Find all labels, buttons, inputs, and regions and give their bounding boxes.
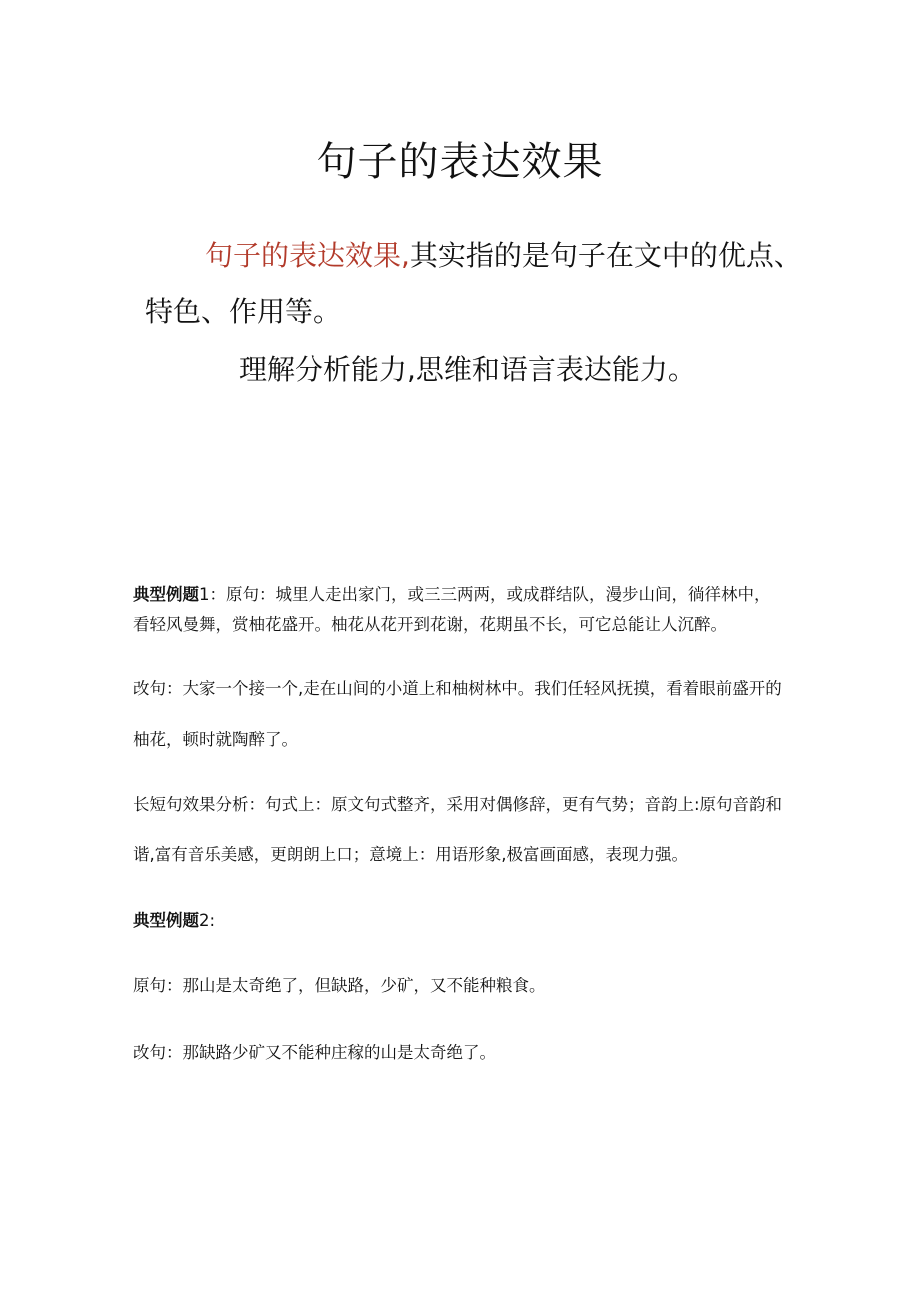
example1-revised-line-1: 改句：大家一个接一个,走在山间的小道上和柚树林中。我们任轻风抚摸，看着眼前盛开的 xyxy=(133,679,782,698)
intro-line-1-text: 其实指的是句子在文中的优点、 xyxy=(409,239,802,272)
example2-number: 2 xyxy=(199,911,210,930)
example1-original-text: ：原句：城里人走出家门，或三三两两，或成群结队，漫步山间，徜徉林中， xyxy=(209,585,771,604)
example1-number: 1 xyxy=(199,585,210,604)
intro-highlight: 句子的表达效果, xyxy=(205,239,410,272)
example1-line-1 xyxy=(133,583,771,607)
example2-colon: : xyxy=(209,911,216,930)
example2-revised: 改句：那缺路少矿又不能种庄稼的山是太奇绝了。 xyxy=(133,1043,496,1062)
example1-line-2: 看轻风曼舞，赏柚花盛开。柚花从花开到花谢，花期虽不长，可它总能让人沉醉。 xyxy=(133,615,727,634)
intro-line-3: 理解分析能力,思维和语言表达能力。 xyxy=(239,353,696,386)
example2-original: 原句：那山是太奇绝了，但缺路，少矿，又不能种粮食。 xyxy=(133,976,546,995)
intro-line-2: 特色、作用等。 xyxy=(145,295,342,328)
page-title: 句子的表达效果 xyxy=(316,139,604,185)
example2-label: 典型例题 xyxy=(133,911,199,930)
example1-analysis-line-2: 谐,富有音乐美感，更朗朗上口；意境上：用语形象,极富画面感，表现力强。 xyxy=(133,845,688,864)
example1-analysis-line-1: 长短句效果分析：句式上：原文句式整齐，采用对偶修辞，更有气势；音韵上:原句音韵和 xyxy=(133,795,783,814)
intro-line-1 xyxy=(205,236,802,276)
example1-revised-line-2: 柚花，顿时就陶醉了。 xyxy=(133,730,298,749)
example1-label: 典型例题 xyxy=(133,585,199,604)
example2-heading xyxy=(133,909,215,933)
